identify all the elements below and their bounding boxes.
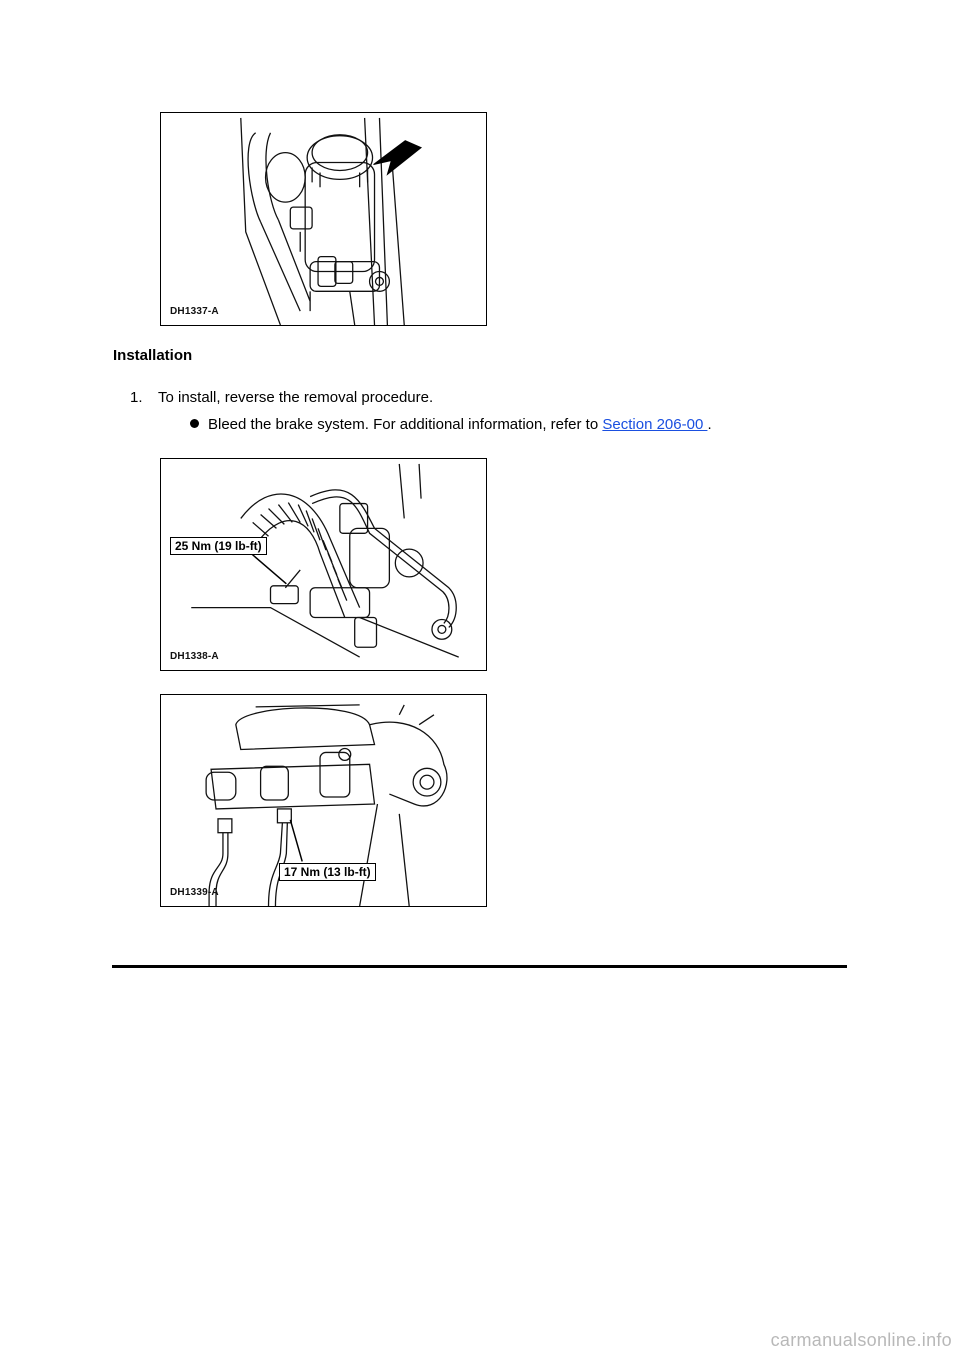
master-cylinder-illustration [161, 459, 486, 670]
bullet-tail: . [707, 416, 712, 433]
section-divider [112, 965, 847, 968]
figure-code: DH1339-A [170, 887, 219, 898]
figure-torque-lower [160, 694, 487, 907]
step-text: To install, reverse the removal procedure. [158, 389, 434, 406]
bullet-item [190, 416, 712, 433]
watermark: carmanualsonline.info [770, 1330, 952, 1350]
bullet-text: Bleed the brake system. For additional information, refer to [208, 416, 599, 433]
step-1 [130, 389, 433, 406]
section-link[interactable]: Section 206-00 [602, 416, 708, 433]
reservoir-illustration [161, 113, 486, 325]
step-number: 1. [130, 389, 143, 406]
figure-code: DH1337-A [170, 306, 219, 317]
torque-label: 17 Nm (13 lb-ft) [279, 863, 376, 881]
torque-label: 25 Nm (19 lb-ft) [170, 537, 267, 555]
bullet-icon [190, 419, 199, 428]
figure-code: DH1338-A [170, 651, 219, 662]
figure-torque-upper [160, 458, 487, 671]
figure-reservoir [160, 112, 487, 326]
section-heading: Installation [113, 347, 193, 364]
